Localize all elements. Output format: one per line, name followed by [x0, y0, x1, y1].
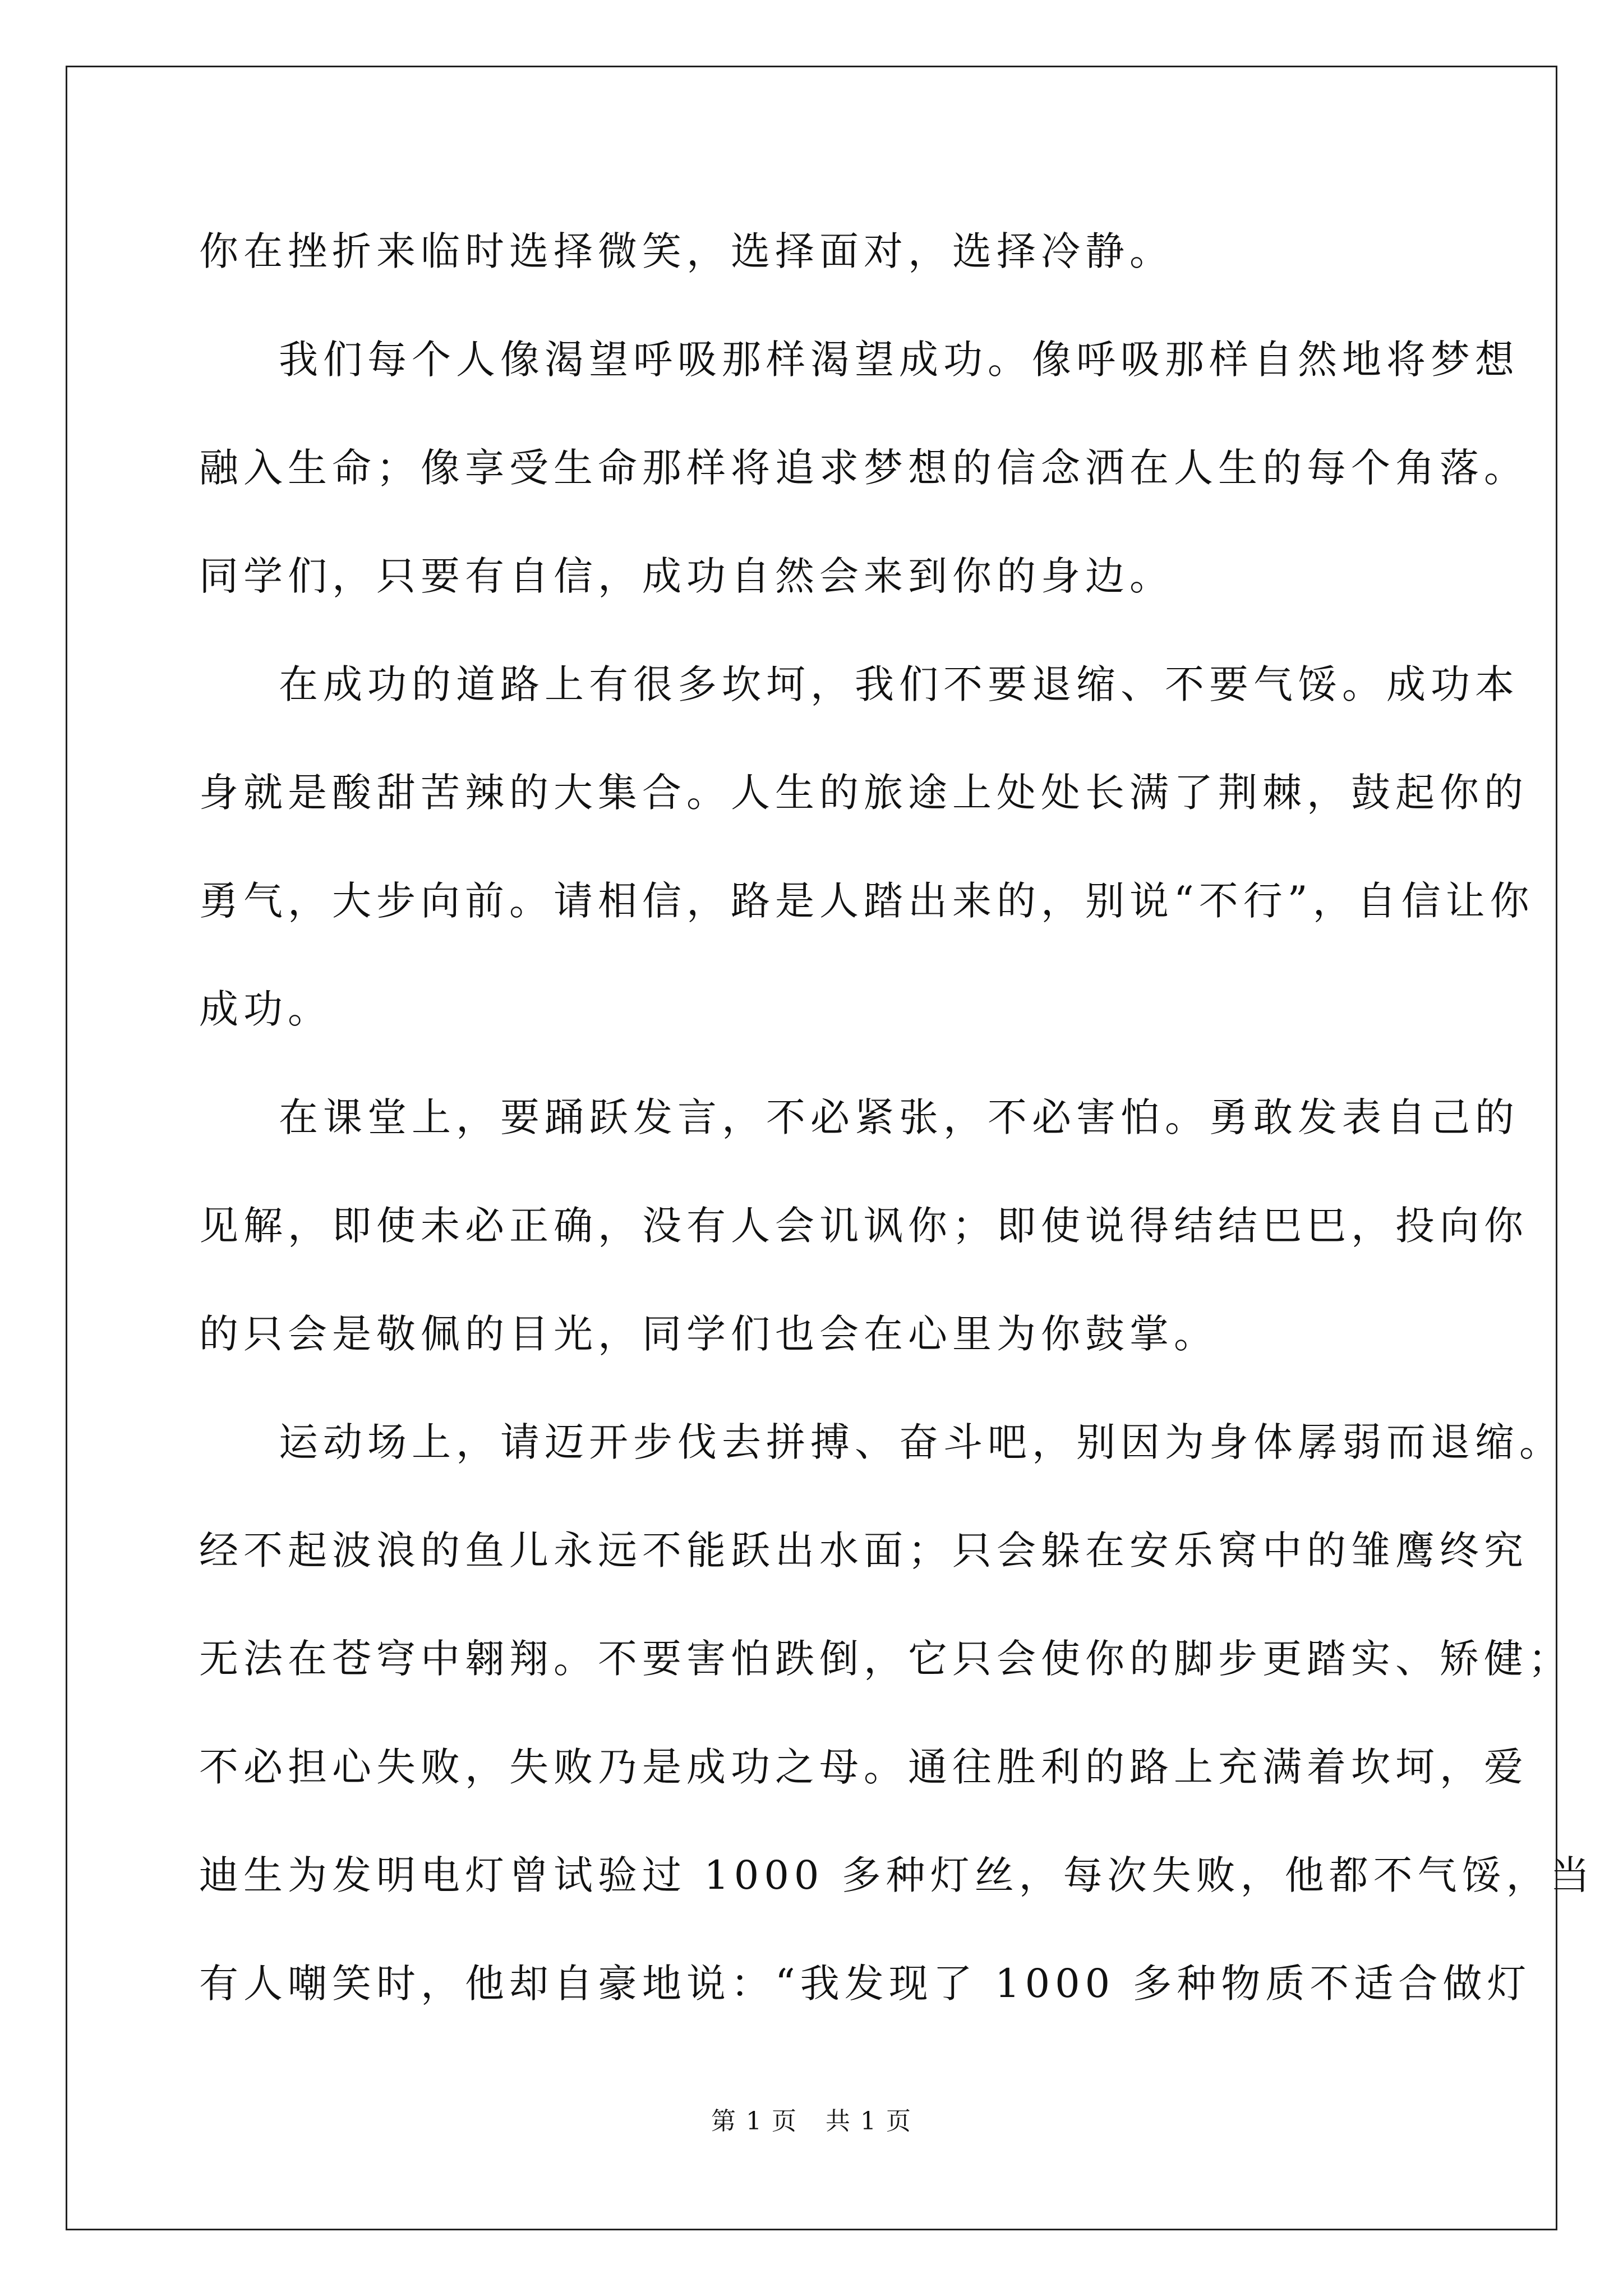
text-line: 经不起波浪的鱼儿永远不能跃出水面；只会躲在安乐窝中的雏鹰终究	[199, 1527, 1528, 1573]
text-line: 成功。	[199, 986, 332, 1032]
text-line: 无法在苍穹中翱翔。不要害怕跌倒，它只会使你的脚步更踏实、矫健；	[199, 1636, 1573, 1682]
text-line: 同学们，只要有自信，成功自然会来到你的身边。	[199, 553, 1174, 599]
text-line: 迪生为发明电灯曾试验过 1000 多种灯丝，每次失败，他都不气馁，当	[199, 1852, 1595, 1898]
text-line: 在课堂上，要踊跃发言，不必紧张，不必害怕。勇敢发表自己的	[279, 1094, 1519, 1140]
text-line: 有人嘲笑时，他却自豪地说：“我发现了 1000 多种物质不适合做灯	[199, 1961, 1532, 2007]
page-total: 共 1 页	[826, 2107, 912, 2136]
page-number: 第 1 页	[711, 2107, 797, 2136]
text-line: 在成功的道路上有很多坎坷，我们不要退缩、不要气馁。成功本	[279, 661, 1519, 707]
text-line: 见解，即使未必正确，没有人会讥讽你；即使说得结结巴巴，投向你	[199, 1203, 1528, 1249]
text-line: 身就是酸甜苦辣的大集合。人生的旅途上处处长满了荆棘，鼓起你的	[199, 770, 1528, 816]
text-line: 不必担心失败，失败乃是成功之母。通往胜利的路上充满着坎坷，爱	[199, 1744, 1528, 1790]
page-footer	[0, 2105, 1623, 2138]
text-line: 的只会是敬佩的目光，同学们也会在心里为你鼓掌。	[199, 1311, 1218, 1357]
document-body	[199, 197, 1595, 2038]
text-line: 运动场上，请迈开步伐去拼搏、奋斗吧，别因为身体孱弱而退缩。	[279, 1419, 1564, 1465]
text-line: 融入生命；像享受生命那样将追求梦想的信念洒在人生的每个角落。	[199, 445, 1528, 491]
text-line: 我们每个人像渴望呼吸那样渴望成功。像呼吸那样自然地将梦想	[279, 337, 1519, 383]
text-line: 勇气，大步向前。请相信，路是人踏出来的，别说“不行”，自信让你	[199, 878, 1534, 924]
text-line: 你在挫折来临时选择微笑，选择面对，选择冷静。	[199, 228, 1174, 274]
